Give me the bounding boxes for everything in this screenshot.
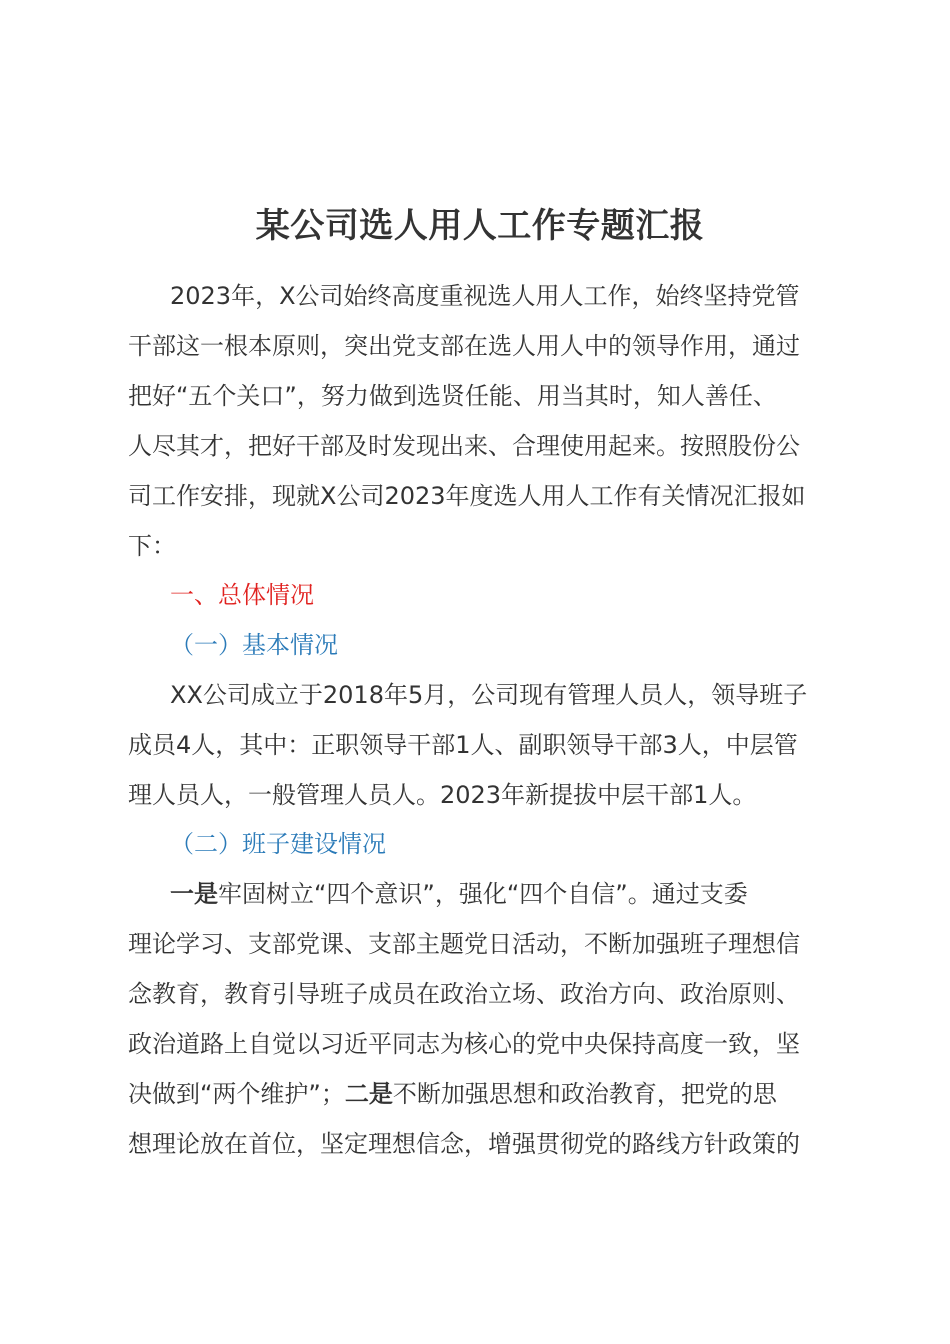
intro-line: 把好“五个关口”，努力做到选贤任能、用当其时，知人善任、 xyxy=(128,382,777,410)
team-line: 想理论放在首位，坚定理想信念，增强贯彻党的路线方针政策的 xyxy=(128,1130,800,1158)
intro-paragraph xyxy=(128,271,848,571)
team-line: 理论学习、支部党课、支部主题党日活动，不断加强班子理想信 xyxy=(128,930,800,958)
section-heading-overview: 一、总体情况 xyxy=(170,581,314,609)
team-paragraph xyxy=(128,869,848,1169)
first-point-label: 一是 xyxy=(170,880,218,908)
basic-line: XX公司成立于2018年5月，公司现有管理人员人，领导班子 xyxy=(170,681,808,709)
basic-line: 理人员人，一般管理人员人。2023年新提拔中层干部1人。 xyxy=(128,781,757,809)
intro-line: 司工作安排，现就X公司2023年度选人用人工作有关情况汇报如 xyxy=(128,482,806,510)
subsection-heading-team: （二）班子建设情况 xyxy=(170,830,386,858)
team-line-prefix: 决做到“两个维护”； xyxy=(128,1080,345,1108)
team-line xyxy=(128,1069,848,1119)
intro-line: 干部这一根本原则，突出党支部在选人用人中的领导作用，通过 xyxy=(128,332,800,360)
second-point-label: 二是 xyxy=(344,1080,393,1108)
team-line: 政治道路上自觉以习近平同志为核心的党中央保持高度一致，坚 xyxy=(128,1030,800,1058)
basic-line: 成员4人，其中：正职领导干部1人、副职领导干部3人，中层管 xyxy=(128,731,798,759)
team-line: 念教育，教育引导班子成员在政治立场、政治方向、政治原则、 xyxy=(128,980,800,1008)
document-title: 某公司选人用人工作专题汇报 xyxy=(255,206,705,246)
intro-line: 下： xyxy=(128,532,176,560)
first-point-text: 牢固树立“四个意识”，强化“四个自信”。通过支委 xyxy=(218,880,748,908)
team-line xyxy=(128,869,848,919)
second-point-text: 不断加强思想和政治教育，把党的思 xyxy=(392,1080,777,1108)
intro-line: 人尽其才，把好干部及时发现出来、合理使用起来。按照股份公 xyxy=(128,432,800,460)
subsection-heading-basic: （一）基本情况 xyxy=(170,631,338,659)
basic-paragraph xyxy=(128,670,848,820)
intro-line: 2023年，X公司始终高度重视选人用人工作，始终坚持党管 xyxy=(170,282,800,310)
